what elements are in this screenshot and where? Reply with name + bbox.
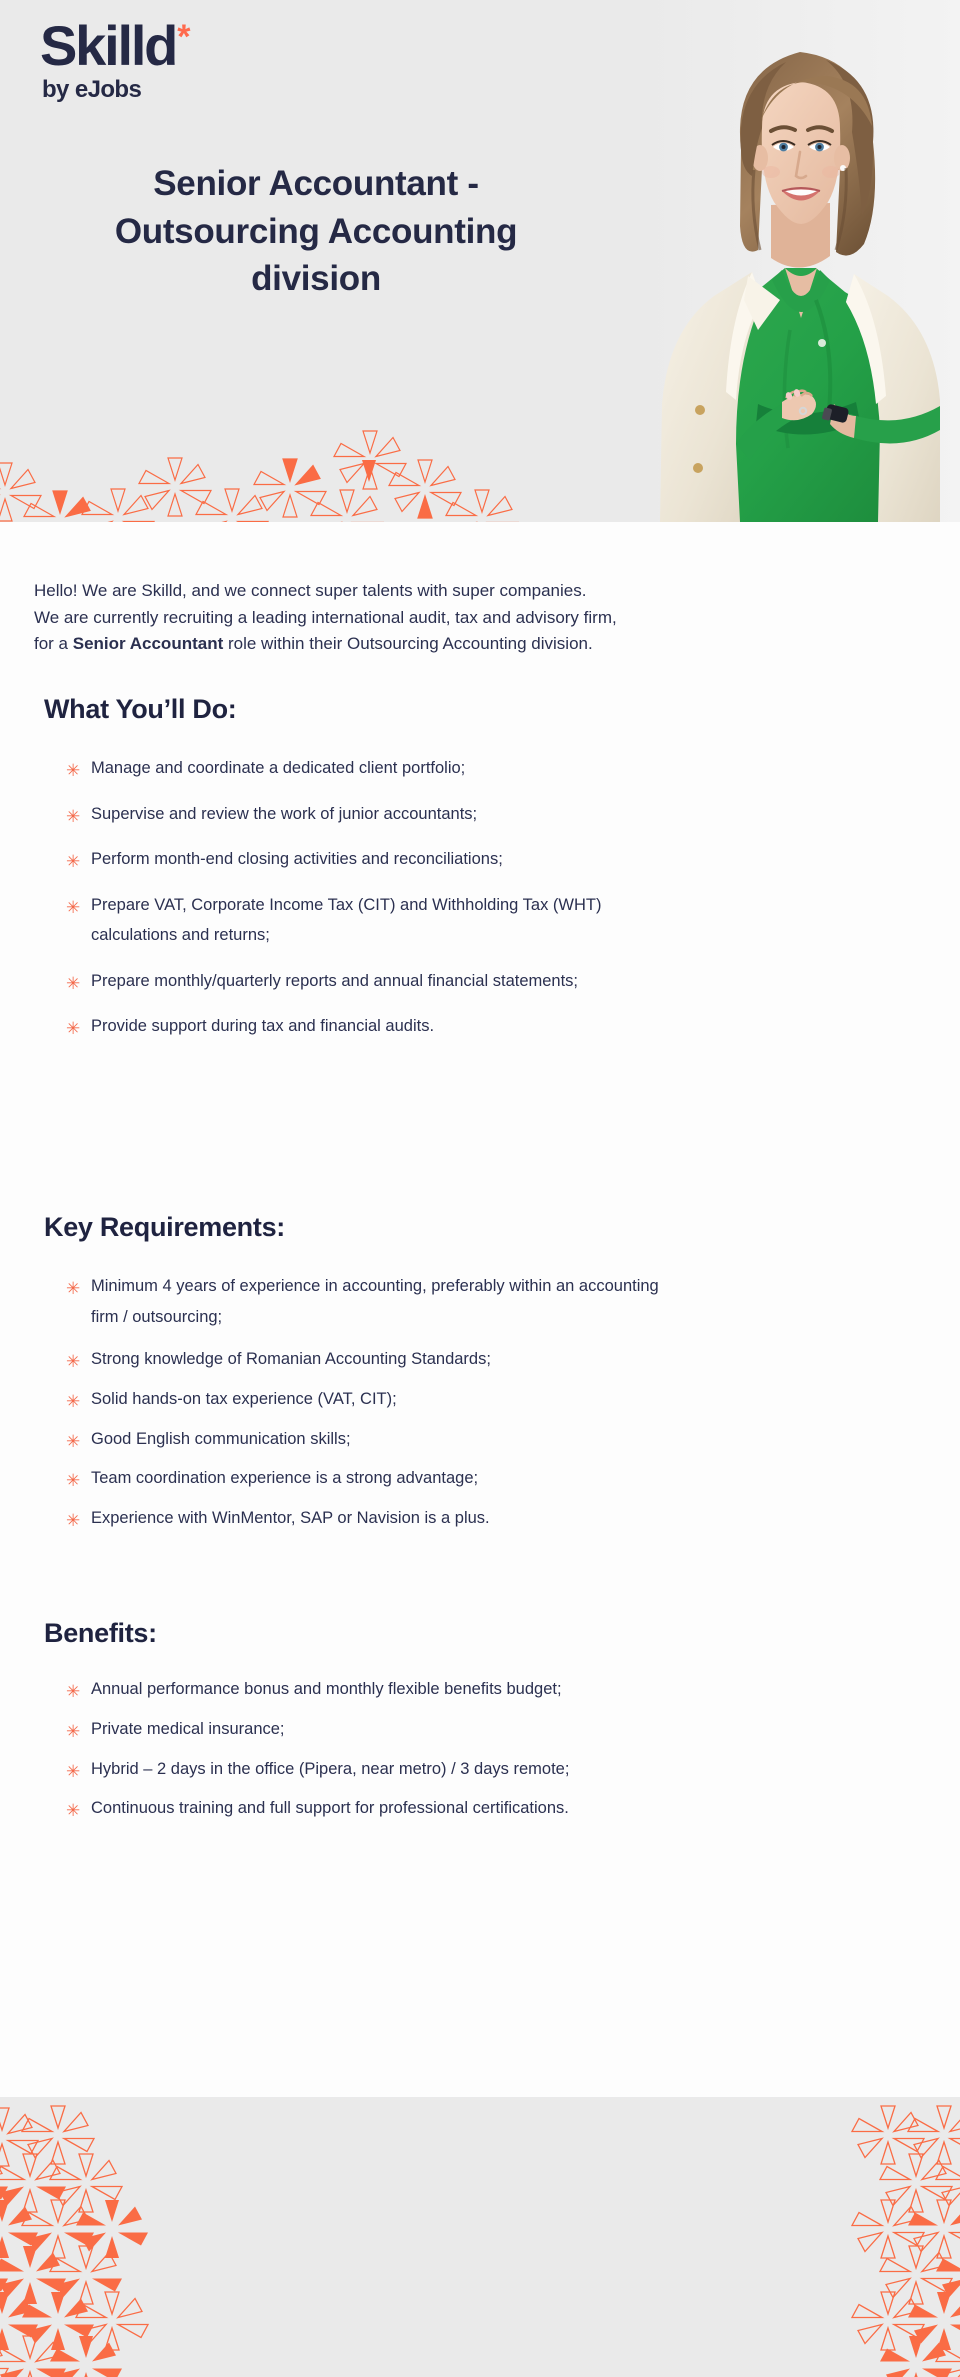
list-item (66, 1757, 856, 1782)
list-item-text: Minimum 4 years of experience in accounting, preferably within an accounting firm / outsourcing; (91, 1277, 659, 1326)
list-item (66, 1427, 856, 1452)
page-title (36, 160, 596, 303)
asterisk-bullet-icon: ✳ (66, 1682, 81, 1701)
asterisk-bullet-icon: ✳ (66, 1761, 81, 1781)
list-item-text: Supervise and review the work of junior accountants; (91, 804, 478, 823)
asterisk-bullet-icon: ✳ (66, 1391, 81, 1411)
list-item (66, 753, 856, 784)
list-item (66, 1347, 856, 1372)
list-item (66, 890, 686, 951)
section-title-key-requirements: Key Requirements: (44, 1212, 285, 1242)
asterisk-bullet-icon: ✳ (66, 1721, 81, 1741)
logo-wordmark (40, 14, 280, 77)
bullet-list-benefits (66, 1677, 960, 1821)
logo-asterisk-icon: * (177, 18, 189, 56)
list-item (66, 1387, 856, 1412)
list-item-text: Hybrid – 2 days in the office (Pipera, near metro) / 3 days remote; (91, 1759, 570, 1778)
asterisk-bullet-icon: ✳ (66, 1279, 81, 1298)
list-item (66, 844, 856, 875)
list-item-text: Manage and coordinate a dedicated client portfolio; (91, 759, 466, 777)
asterisk-bullet-icon: ✳ (66, 1471, 81, 1491)
intro-role-highlight: Senior Accountant (72, 634, 224, 654)
footer-triangle-pattern-left (0, 2097, 260, 2377)
job-description-body (0, 522, 960, 2097)
section-what-youll-do (0, 694, 960, 1057)
intro-line-1: Hello! We are Skilld, and we connect super talents with super companies. (34, 581, 587, 600)
asterisk-bullet-icon: ✳ (66, 1511, 81, 1531)
footer-triangle-pattern-right (720, 2097, 960, 2377)
list-item (66, 1271, 666, 1332)
list-item (66, 1677, 856, 1702)
bullet-list-key-requirements (66, 1271, 960, 1531)
intro-line-3 (34, 631, 914, 658)
list-item-text: Experience with WinMentor, SAP or Navision is a plus. (91, 1509, 490, 1528)
logo-subtitle: by eJobs (42, 76, 142, 103)
list-item-text: Strong knowledge of Romanian Accounting Standards; (91, 1350, 491, 1369)
list-item-text: Solid hands-on tax experience (VAT, CIT); (91, 1389, 397, 1408)
skilld-logo[interactable] (40, 14, 280, 104)
section-key-requirements (0, 1212, 960, 1546)
section-benefits (0, 1618, 960, 1836)
list-item (66, 966, 856, 997)
section-title-benefits: Benefits: (44, 1618, 157, 1648)
list-item (66, 1796, 856, 1821)
asterisk-bullet-icon: ✳ (66, 897, 81, 917)
intro-line-2: We are currently recruiting a leading international audit, tax and advisory firm, (34, 607, 617, 627)
asterisk-bullet-icon: ✳ (66, 806, 81, 826)
asterisk-bullet-icon: ✳ (66, 761, 81, 780)
asterisk-bullet-icon: ✳ (66, 1431, 81, 1451)
asterisk-bullet-icon: ✳ (66, 973, 81, 993)
intro-line-3-prefix: for a (34, 634, 73, 654)
asterisk-bullet-icon: ✳ (66, 1352, 81, 1372)
list-item-text: Prepare VAT, Corporate Income Tax (CIT) and Withholding Tax (WHT) calculations and returns; (91, 895, 602, 945)
list-item-text: Provide support during tax and financial audits. (91, 1017, 435, 1036)
list-item-text: Continuous training and full support for professional certifications. (91, 1799, 569, 1818)
list-item-text: Private medical insurance; (91, 1719, 285, 1738)
list-item-text: Good English communication skills; (91, 1429, 351, 1448)
asterisk-bullet-icon: ✳ (66, 1019, 81, 1039)
list-item (66, 1717, 856, 1742)
header-banner (0, 0, 960, 522)
footer-banner (0, 2097, 960, 2377)
list-item-text: Perform month-end closing activities and reconciliations; (91, 850, 503, 869)
list-item-text: Team coordination experience is a strong advantage; (91, 1469, 479, 1488)
asterisk-bullet-icon: ✳ (66, 1801, 81, 1821)
list-item-text: Prepare monthly/quarterly reports and annual financial statements; (91, 971, 579, 990)
title-line-3: division (251, 259, 381, 299)
list-item (66, 1506, 856, 1531)
list-item-text: Annual performance bonus and monthly flexible benefits budget; (91, 1680, 562, 1698)
intro-paragraph (34, 578, 914, 658)
asterisk-bullet-icon: ✳ (66, 852, 81, 872)
header-triangle-pattern (0, 392, 640, 522)
title-line-1: Senior Accountant - (153, 164, 479, 203)
list-item (66, 1011, 856, 1042)
title-line-2: Outsourcing Accounting (114, 211, 518, 251)
list-item (66, 1466, 856, 1491)
logo-text: Skilld (40, 14, 177, 77)
bullet-list-what-youll-do (66, 753, 960, 1042)
section-title-what-youll-do: What You’ll Do: (44, 694, 237, 724)
hero-photo (640, 0, 960, 522)
list-item (66, 799, 856, 830)
intro-line-3-suffix: role within their Outsourcing Accounting division. (223, 634, 593, 654)
